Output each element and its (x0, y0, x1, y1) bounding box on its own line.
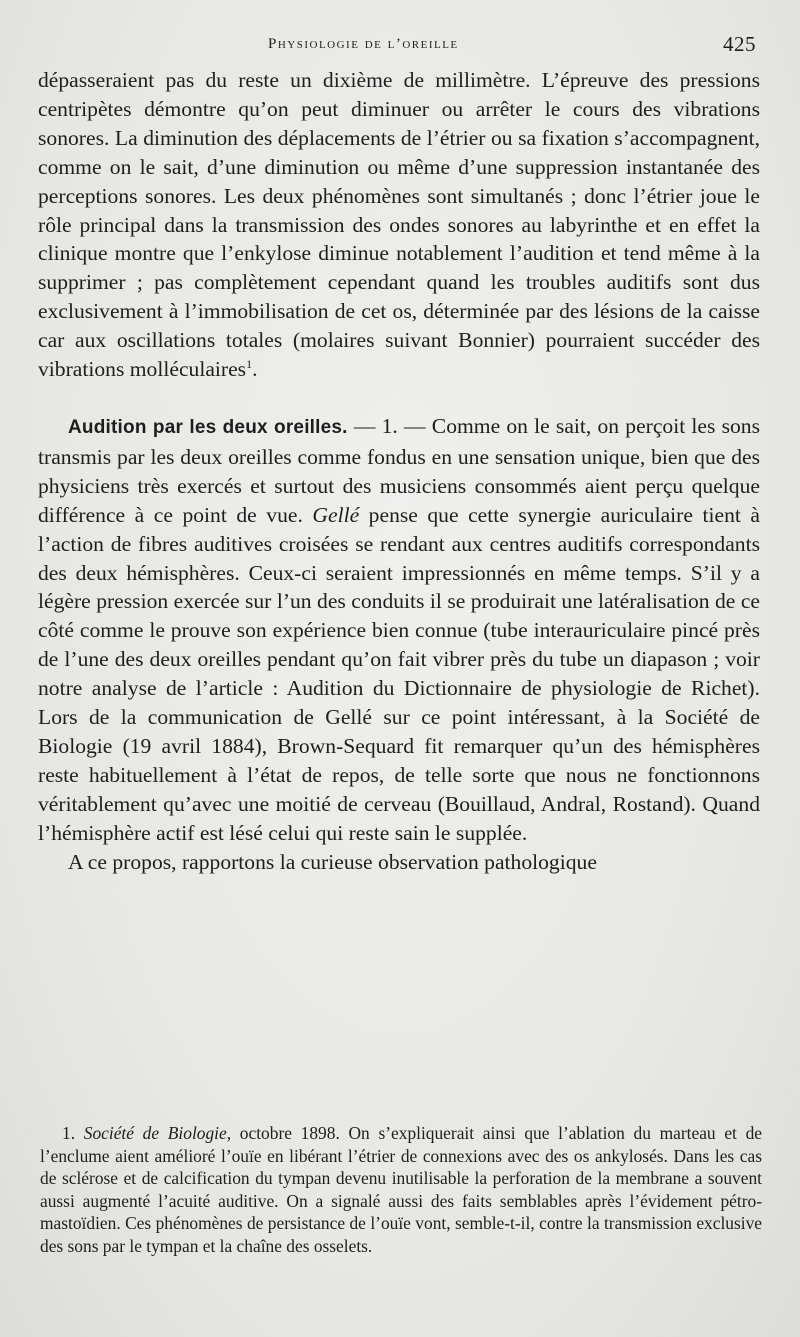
footnote-source-italic: Société de Biologie, (83, 1123, 232, 1143)
footnote-text: octobre 1898. On s’expliquerait ainsi que l’ablation du marteau et de l’enclume aient amélioré l’ouïe en libérant l’étrier de connexions avec des os ankylosés. Dans les cas de sclérose et de calcification du tympan devenu inutilisable la perforation de la membrane a souvent aussi augmenté l’acuité auditive. On a signalé aussi des faits semblables après l’évidement pétro-mastoïdien. Ces phénomènes de persistance de l’ouïe vont, semble-t-il, contre la transmission exclusive des sons par le tympan et la chaîne des osselets. (40, 1123, 763, 1256)
paragraph-text: dépasseraient pas du reste un dixième de millimètre. L’épreuve des pressions centripètes démontre qu’on peut diminuer ou arrêter le cours des vibrations sonores. La diminution des déplacements de l’étrier ou sa fixation s’accompagnent, comme on le sait, d’une diminution ou même d’une suppression instantanée des perceptions sonores. Les deux phénomènes sont simultanés ; donc l’étrier joue le rôle principal dans la transmission des ondes sonores au labyrinthe et en effet la clinique montre que l’enkylose diminue notablement l’audition et tend même à la supprimer ; pas complètement cependant quand les troubles auditifs sont dus exclusivement à l’immobilisation de cet os, déterminée par des lésions de la caisse car aux oscillations totales (molaires suivant Bonnier) pourraient succéder des vibrations molléculaires (38, 68, 760, 382)
footnote-reference: 1 (246, 356, 253, 371)
paragraph-text: A ce propos, rapportons la curieuse observation pathologique (68, 849, 597, 874)
footnote (40, 1122, 762, 1258)
body-text (38, 66, 760, 876)
running-title: Physiologie de l’oreille (268, 36, 459, 52)
footnote-paragraph (40, 1122, 762, 1258)
section-title: Audition par les deux oreilles. (68, 416, 348, 438)
footnote-number: 1. (62, 1123, 76, 1143)
paragraph-continuation (38, 66, 760, 384)
paragraph-text: — 1. — Comme on le sait, on perçoit les sons transmis par les deux oreilles comme fondus en une sensation unique, bien que des physiciens très exercés et surtout des musiciens consommés aient perçu quelque différence à ce point de vue. (38, 413, 760, 527)
section-gap (38, 384, 760, 412)
running-header (38, 30, 760, 66)
paragraph-binaural-hearing (38, 412, 760, 848)
paragraph-end-punctuation: . (252, 357, 258, 382)
author-name-italic: Gellé (312, 502, 360, 527)
paragraph-observation (38, 848, 760, 877)
paragraph-text: pense que cette synergie auriculaire tient à l’action de fibres auditives croisées se rendant aux centres auditifs correspondants des deux hémisphères. Ceux-ci seraient impressionnés en même temps. S’il y a légère pression exercée sur l’un des conduits il se produirait une latéralisation de ce côté comme le prouve son expérience bien connue (tube interauriculaire pincé près de l’une des deux oreilles pendant qu’on fait vibrer près du tube un diapason ; voir notre analyse de l’article : Audition du Dictionnaire de physiologie de Richet). Lors de la communication de Gellé sur ce point intéressant, à la Société de Biologie (19 avril 1884), Brown-Sequard fit remarquer qu’un des hémisphères reste habituellement à l’état de repos, de telle sorte que nous ne fonctionnons véritablement qu’avec une moitié de cerveau (Bouillaud, Andral, Rostand). Quand l’hémisphère actif est lésé celui qui reste sain le supplée. (38, 502, 760, 845)
page-number: 425 (723, 32, 756, 56)
